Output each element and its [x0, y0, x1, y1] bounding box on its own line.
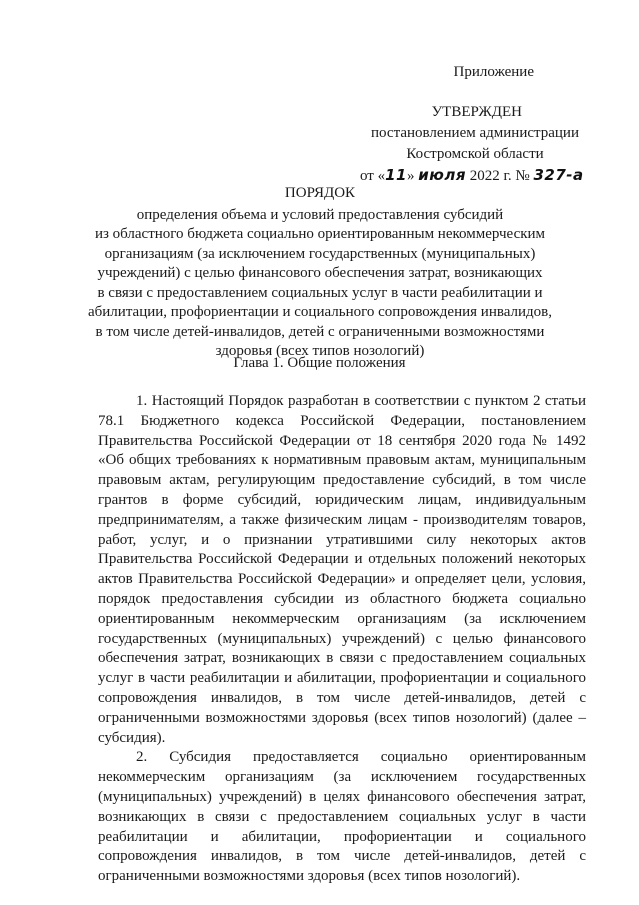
title-line: организациям (за исключением государственных (муниципальных) — [104, 245, 536, 262]
title-line: в связи с предоставлением социальных услуг в части реабилитации и — [97, 284, 543, 301]
date-month-handwritten: июля — [418, 166, 466, 184]
date-day-handwritten: 11 — [385, 166, 407, 184]
chapter-heading: Глава 1. Общие положения — [233, 355, 406, 371]
title-line: в том числе детей-инвалидов, детей с ограниченными возможностями — [95, 323, 545, 340]
document-title — [80, 184, 560, 362]
date-separator: » — [406, 168, 419, 184]
title-line: определения объема и условий предоставления субсидий — [136, 206, 504, 223]
appendix-label: Приложение — [453, 64, 534, 80]
approval-block — [360, 62, 590, 187]
approved-label: УТВЕРЖДЕН — [431, 104, 522, 120]
title-heading: ПОРЯДОК — [284, 185, 356, 201]
date-year: 2022 г. № — [465, 168, 534, 184]
paragraph-1: 1. Настоящий Порядок разработан в соответствии с пунктом 2 статьи 78.1 Бюджетного кодекса Российской Федерации, постановлением Правительства Российской Федерации от 18 сентября 2020 года № 1492 «Об общих требованиях к нормативным правовым актам, муниципальным правовым актам, регулирующим предоставление субсидий, в том числе грантов в форме субсидий, юридическим лицам, индивидуальным предпринимателям, а также физическим лицам - производителям товаров, работ, услуг, и о признании утратившими силу некоторых актов Правительства Российской Федерации и отдельных положений некоторых актов Правительства Российской Федерации» и определяет цели, условия, порядок предоставления субсидии из областного бюджета социально ориентированным некоммерческим организациям (за исключением государственных (муниципальных) учреждений) с целью финансового обеспечения затрат, возникающих в связи с предоставлением социальных услуг в части реабилитации и абилитации, профориентации и социального сопровождения инвалидов, в том числе детей-инвалидов, детей с ограниченными возможностями здоровья (всех типов нозологий) (далее – субсидия). — [98, 393, 586, 746]
paragraph-2: 2. Субсидия предоставляется социально ориентированным некоммерческим организациям (за исключением государственных (муниципальных) учреждений) в целях финансового обеспечения затрат, возникающих в связи с предоставлением социальных услуг в части реабилитации и абилитации, профориентации и социального сопровождения инвалидов, в том числе детей-инвалидов, детей с ограниченными возможностями здоровья (всех типов нозологий). — [98, 749, 586, 885]
date-prefix: от « — [360, 168, 386, 184]
document-body — [98, 392, 586, 887]
title-line: здоровья (всех типов нозологий) — [215, 343, 425, 359]
title-line: абилитации, профориентации и социального сопровождения инвалидов, — [87, 304, 552, 320]
decree-number-handwritten: 327-а — [533, 166, 584, 184]
approved-by-line-1: постановлением администрации — [371, 125, 579, 141]
approved-by-line-2: Костромской области — [406, 146, 544, 162]
title-line: из областного бюджета социально ориентированным некоммерческим — [94, 226, 546, 242]
title-line: учреждений) с целью финансового обеспечения затрат, возникающих — [97, 265, 543, 281]
